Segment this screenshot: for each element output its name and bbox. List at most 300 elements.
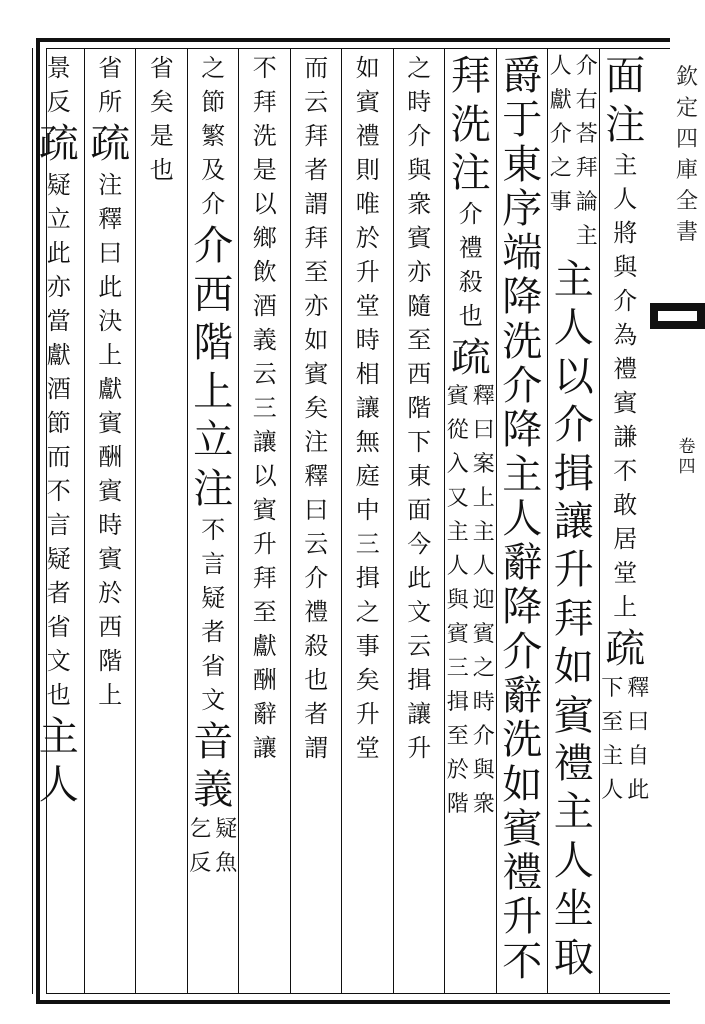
- annotation-char: 人: [549, 54, 572, 79]
- margin-char: 定: [675, 96, 698, 121]
- commentary-char: 庭: [355, 462, 380, 490]
- main-text-char: 如: [502, 761, 543, 808]
- main-text-char: 洗: [450, 101, 491, 148]
- commentary-char: 賓: [407, 224, 432, 252]
- annotation-char: 從: [446, 418, 469, 444]
- main-text-char: 賓: [553, 692, 594, 739]
- annotation-char: 至: [601, 709, 624, 735]
- main-text-char: 立: [193, 417, 234, 464]
- main-text-char: 辭: [502, 540, 543, 587]
- annotation-char: 曰: [472, 418, 495, 444]
- commentary-char: 賓: [613, 389, 638, 418]
- commentary-char: 以: [252, 190, 277, 218]
- commentary-char: 主: [613, 151, 638, 180]
- commentary-char: 者: [304, 156, 329, 184]
- commentary-char: 不: [613, 457, 638, 486]
- main-text-char: 禮: [502, 850, 543, 897]
- commentary-char: 省: [46, 612, 71, 641]
- commentary-char: 拜: [252, 88, 277, 116]
- commentary-char: 介: [458, 199, 483, 228]
- commentary-char: 至: [304, 258, 329, 286]
- annotation-pair: [550, 56, 598, 260]
- annotation-char: 揖: [446, 690, 469, 716]
- margin-char: 欽: [675, 65, 698, 90]
- margin-char: 全: [675, 189, 698, 214]
- commentary-char: 云: [407, 632, 432, 660]
- text-column: [601, 53, 651, 986]
- main-text-char: 注: [450, 150, 491, 197]
- commentary-char: 省: [201, 651, 226, 680]
- commentary-char: 義: [252, 326, 277, 354]
- annotation-pair: [189, 816, 238, 887]
- commentary-char: 賓: [98, 408, 123, 437]
- commentary-char: 賓: [304, 360, 329, 388]
- commentary-char: 云: [304, 88, 329, 116]
- main-text-char: 序: [502, 185, 543, 232]
- commentary-char: 云: [304, 530, 329, 558]
- commentary-char: 是: [149, 122, 174, 150]
- main-text-char: 疏: [90, 121, 131, 167]
- annotation-char: 反: [189, 850, 212, 876]
- commentary-char: 西: [407, 360, 432, 388]
- commentary-char: 此: [46, 238, 71, 267]
- main-text-char: 降: [502, 584, 543, 631]
- annotation-char: 三: [446, 656, 469, 682]
- annotation-char: 主: [472, 520, 495, 546]
- commentary-char: 居: [613, 525, 638, 554]
- commentary-char: 至: [252, 598, 277, 626]
- annotation-char: 又: [446, 486, 469, 512]
- fish-tail-mark: [650, 303, 705, 329]
- commentary-char: 上: [613, 593, 638, 622]
- annotation-char: 自: [627, 743, 650, 769]
- commentary-char: 時: [98, 510, 123, 539]
- column-rule: [599, 48, 600, 994]
- text-column: [34, 56, 84, 986]
- commentary-char: 唯: [355, 190, 380, 218]
- main-text-char: 人: [502, 495, 543, 542]
- commentary-char: 亦: [46, 272, 71, 301]
- annotation-char: 介: [472, 724, 495, 750]
- main-text-char: 音: [193, 718, 234, 765]
- juan-char: 四: [678, 456, 696, 477]
- main-text-char: 升: [553, 547, 594, 594]
- commentary-char: 升: [407, 734, 432, 762]
- commentary-char: 酬: [98, 442, 123, 471]
- commentary-char: 不: [46, 476, 71, 505]
- annotation-char: 主: [575, 224, 598, 249]
- commentary-char: 洗: [252, 122, 277, 150]
- main-text-char: 拜: [450, 53, 491, 99]
- main-text-char: 升: [502, 894, 543, 941]
- commentary-char: 上: [98, 340, 123, 369]
- commentary-char: 如: [355, 54, 380, 82]
- commentary-char: 云: [252, 360, 277, 388]
- commentary-char: 繁: [201, 122, 226, 150]
- annotation-char: 主: [446, 520, 469, 546]
- commentary-char: 也: [46, 680, 71, 709]
- main-text-char: 主: [553, 789, 594, 836]
- main-text-char: 疏: [605, 626, 646, 673]
- commentary-char: 下: [407, 428, 432, 456]
- main-text-char: 義: [193, 767, 234, 814]
- commentary-char: 於: [98, 578, 123, 607]
- main-text-char: 如: [553, 644, 594, 691]
- commentary-char: 禮: [613, 355, 638, 384]
- commentary-char: 賓: [252, 496, 277, 524]
- commentary-char: 將: [613, 219, 638, 248]
- main-text-char: 階: [193, 320, 234, 367]
- annotation-subcolumn: [576, 56, 598, 260]
- commentary-char: 拜: [304, 122, 329, 150]
- main-text-char: 以: [553, 353, 594, 400]
- main-text-char: 東: [502, 141, 543, 188]
- main-text-char: 洗: [502, 318, 543, 365]
- annotation-char: 案: [472, 452, 495, 478]
- text-column: [395, 56, 445, 986]
- text-column: [240, 56, 290, 986]
- commentary-char: 酒: [46, 374, 71, 403]
- margin-char: 庫: [675, 158, 698, 183]
- main-text-char: 取: [553, 934, 594, 981]
- main-text-char: 介: [502, 628, 543, 675]
- annotation-char: 入: [446, 452, 469, 478]
- annotation-char: 賓: [446, 384, 469, 410]
- commentary-char: 升: [355, 700, 380, 728]
- main-text-char: 不: [502, 938, 543, 985]
- annotation-subcolumn: [215, 816, 238, 887]
- commentary-char: 東: [407, 462, 432, 490]
- commentary-char: 禮: [458, 233, 483, 262]
- column-rule: [496, 48, 497, 994]
- commentary-char: 景: [46, 54, 71, 82]
- commentary-char: 揖: [407, 666, 432, 694]
- text-column: [498, 53, 548, 986]
- commentary-char: 介: [304, 564, 329, 592]
- commentary-char: 時: [355, 326, 380, 354]
- annotation-char: 衆: [472, 792, 495, 818]
- commentary-char: 介: [407, 122, 432, 150]
- commentary-char: 決: [98, 306, 123, 335]
- commentary-char: 鄉: [252, 224, 277, 252]
- commentary-char: 面: [407, 496, 432, 524]
- annotation-char: 上: [472, 486, 495, 512]
- commentary-char: 三: [252, 394, 277, 422]
- commentary-char: 讓: [252, 428, 277, 456]
- commentary-char: 人: [613, 185, 638, 214]
- annotation-char: 時: [472, 690, 495, 716]
- commentary-char: 節: [46, 408, 71, 437]
- commentary-char: 相: [355, 360, 380, 388]
- main-text-char: 人: [553, 305, 594, 352]
- main-text-char: 端: [502, 230, 543, 277]
- annotation-char: 釋: [627, 675, 650, 701]
- main-text-char: 于: [502, 97, 543, 144]
- main-text-char: 介: [193, 223, 234, 269]
- commentary-char: 疑: [46, 544, 71, 573]
- commentary-char: 於: [355, 224, 380, 252]
- commentary-char: 曰: [98, 238, 123, 267]
- juan-char: 卷: [678, 437, 696, 457]
- annotation-char: 於: [446, 758, 469, 784]
- commentary-char: 升: [252, 530, 277, 558]
- commentary-char: 階: [407, 394, 432, 422]
- annotation-char: 荅: [575, 122, 598, 147]
- commentary-char: 言: [46, 510, 71, 539]
- commentary-char: 也: [304, 666, 329, 694]
- commentary-char: 省: [98, 54, 123, 82]
- main-text-char: 賓: [502, 805, 543, 852]
- main-text-char: 爵: [502, 53, 543, 99]
- column-rule: [393, 48, 394, 994]
- annotation-char: 獻: [549, 88, 572, 113]
- main-text-char: 主: [38, 713, 79, 760]
- commentary-char: 言: [201, 549, 226, 578]
- margin-title: [672, 60, 702, 246]
- commentary-char: 文: [201, 685, 226, 714]
- annotation-char: 至: [446, 724, 469, 750]
- column-rule: [444, 48, 445, 994]
- annotation-subcolumn: [601, 675, 624, 814]
- main-text-char: 辭: [502, 672, 543, 719]
- text-column: [549, 56, 599, 986]
- column-rule: [341, 48, 342, 994]
- commentary-char: 獻: [98, 374, 123, 403]
- main-text-char: 主: [502, 451, 543, 498]
- main-text-char: 面: [605, 53, 646, 99]
- annotation-char: 魚: [215, 850, 238, 876]
- commentary-char: 此: [407, 564, 432, 592]
- commentary-char: 注: [98, 170, 123, 199]
- annotation-char: 介: [549, 122, 572, 147]
- main-text-char: 注: [605, 101, 646, 148]
- annotation-char: 人: [601, 777, 624, 803]
- annotation-char: 與: [446, 588, 469, 614]
- commentary-char: 釋: [98, 204, 123, 233]
- commentary-char: 介: [613, 287, 638, 316]
- commentary-char: 敢: [613, 491, 638, 520]
- column-rule: [84, 48, 85, 994]
- commentary-char: 上: [98, 680, 123, 709]
- commentary-char: 西: [98, 612, 123, 641]
- main-text-char: 介: [502, 362, 543, 409]
- commentary-char: 如: [304, 326, 329, 354]
- commentary-char: 疑: [201, 583, 226, 612]
- commentary-char: 殺: [304, 632, 329, 660]
- commentary-char: 堂: [355, 292, 380, 320]
- commentary-char: 介: [201, 190, 226, 218]
- commentary-char: 時: [407, 88, 432, 116]
- annotation-char: 疑: [215, 816, 238, 842]
- annotation-char: 介: [575, 54, 598, 79]
- annotation-char: 賓: [446, 622, 469, 648]
- column-rule: [135, 48, 136, 994]
- commentary-char: 矣: [355, 666, 380, 694]
- annotation-char: 主: [601, 743, 624, 769]
- main-text-char: 揖: [553, 450, 594, 497]
- commentary-char: 是: [252, 156, 277, 184]
- annotation-char: 下: [601, 675, 624, 701]
- commentary-char: 所: [98, 88, 123, 116]
- commentary-char: 讓: [355, 394, 380, 422]
- commentary-char: 矣: [149, 88, 174, 116]
- main-text-char: 降: [502, 274, 543, 321]
- annotation-char: 與: [472, 758, 495, 784]
- column-rule: [32, 48, 33, 994]
- commentary-char: 而: [304, 54, 329, 82]
- main-text-char: 禮: [553, 741, 594, 788]
- annotation-pair: [601, 675, 650, 814]
- annotation-char: 曰: [627, 709, 650, 735]
- annotation-char: 人: [446, 554, 469, 580]
- commentary-char: 及: [201, 156, 226, 184]
- text-column: [137, 56, 187, 986]
- commentary-char: 亦: [304, 292, 329, 320]
- column-rule: [238, 48, 239, 994]
- commentary-char: 獻: [46, 340, 71, 369]
- commentary-char: 立: [46, 204, 71, 233]
- main-text-char: 注: [193, 465, 234, 512]
- commentary-char: 衆: [407, 190, 432, 218]
- main-text-char: 主: [553, 257, 594, 303]
- commentary-char: 與: [407, 156, 432, 184]
- commentary-char: 事: [355, 632, 380, 660]
- commentary-char: 矣: [304, 394, 329, 422]
- commentary-char: 三: [355, 530, 380, 558]
- commentary-char: 者: [201, 617, 226, 646]
- annotation-char: 人: [472, 554, 495, 580]
- text-column: [343, 56, 393, 986]
- annotation-char: 階: [446, 792, 469, 818]
- commentary-char: 隨: [407, 292, 432, 320]
- commentary-char: 至: [407, 326, 432, 354]
- commentary-char: 殺: [458, 267, 483, 296]
- commentary-char: 酬: [252, 666, 277, 694]
- main-text-char: 讓: [553, 499, 594, 546]
- annotation-char: 之: [472, 656, 495, 682]
- commentary-char: 文: [46, 646, 71, 675]
- commentary-char: 獻: [252, 632, 277, 660]
- commentary-char: 堂: [355, 734, 380, 762]
- commentary-char: 無: [355, 428, 380, 456]
- commentary-char: 賓: [98, 544, 123, 573]
- main-text-char: 降: [502, 407, 543, 454]
- annotation-char: 事: [549, 190, 572, 215]
- annotation-subcolumn: [189, 816, 212, 887]
- annotation-char: 迎: [472, 588, 495, 614]
- commentary-char: 釋: [304, 462, 329, 490]
- commentary-char: 不: [252, 54, 277, 82]
- commentary-char: 之: [355, 598, 380, 626]
- annotation-char: 賓: [472, 622, 495, 648]
- commentary-char: 禮: [304, 598, 329, 626]
- commentary-char: 當: [46, 306, 71, 335]
- main-text-char: 西: [193, 271, 234, 318]
- annotation-char: 拜: [575, 156, 598, 181]
- commentary-char: 拜: [304, 224, 329, 252]
- text-column: [189, 56, 239, 986]
- annotation-pair: [447, 386, 495, 828]
- main-text-char: 拜: [553, 595, 594, 642]
- main-text-char: 洗: [502, 717, 543, 764]
- text-column: [292, 56, 342, 986]
- main-text-char: 上: [193, 368, 234, 415]
- annotation-subcolumn: [627, 675, 650, 814]
- column-rule: [290, 48, 291, 994]
- commentary-char: 與: [613, 253, 638, 282]
- annotation-char: 論: [575, 190, 598, 215]
- juan-label: [672, 438, 702, 477]
- commentary-char: 反: [46, 88, 71, 116]
- margin-char: 書: [675, 220, 698, 245]
- commentary-char: 者: [304, 700, 329, 728]
- commentary-char: 也: [458, 301, 483, 330]
- commentary-char: 禮: [355, 122, 380, 150]
- annotation-char: 乞: [189, 816, 212, 842]
- commentary-char: 謙: [613, 423, 638, 452]
- commentary-char: 今: [407, 530, 432, 558]
- commentary-char: 堂: [613, 559, 638, 588]
- commentary-char: 省: [149, 54, 174, 82]
- annotation-subcolumn: [447, 386, 469, 828]
- annotation-char: 右: [575, 88, 598, 113]
- commentary-char: 者: [46, 578, 71, 607]
- commentary-char: 賓: [98, 476, 123, 505]
- annotation-subcolumn: [550, 56, 572, 260]
- commentary-char: 之: [407, 54, 432, 82]
- commentary-char: 階: [98, 646, 123, 675]
- commentary-char: 謂: [304, 190, 329, 218]
- annotation-char: 釋: [472, 384, 495, 410]
- text-column: [86, 56, 136, 986]
- commentary-char: 亦: [407, 258, 432, 286]
- commentary-char: 節: [201, 88, 226, 116]
- commentary-char: 辭: [252, 700, 277, 728]
- commentary-char: 中: [355, 496, 380, 524]
- annotation-subcolumn: [473, 386, 495, 828]
- commentary-char: 也: [149, 156, 174, 184]
- margin-char: 四: [675, 127, 698, 152]
- commentary-char: 之: [201, 54, 226, 82]
- main-text-char: 疏: [450, 334, 491, 381]
- commentary-char: 此: [98, 272, 123, 301]
- commentary-char: 文: [407, 598, 432, 626]
- commentary-char: 謂: [304, 734, 329, 762]
- commentary-char: 疑: [46, 170, 71, 199]
- commentary-char: 酒: [252, 292, 277, 320]
- commentary-char: 為: [613, 321, 638, 350]
- commentary-char: 賓: [355, 88, 380, 116]
- main-text-char: 疏: [38, 121, 79, 167]
- main-text-char: 人: [553, 837, 594, 884]
- column-rule: [547, 48, 548, 994]
- annotation-char: 此: [627, 777, 650, 803]
- commentary-char: 注: [304, 428, 329, 456]
- commentary-char: 拜: [252, 564, 277, 592]
- column-rule: [187, 48, 188, 994]
- commentary-char: 而: [46, 442, 71, 471]
- commentary-char: 不: [201, 515, 226, 544]
- commentary-char: 曰: [304, 496, 329, 524]
- commentary-char: 飲: [252, 258, 277, 286]
- commentary-char: 讓: [252, 734, 277, 762]
- main-text-char: 坐: [553, 886, 594, 933]
- main-text-char: 人: [38, 762, 79, 809]
- commentary-char: 讓: [407, 700, 432, 728]
- main-text-char: 介: [553, 402, 594, 449]
- commentary-char: 升: [355, 258, 380, 286]
- text-column: [446, 53, 496, 986]
